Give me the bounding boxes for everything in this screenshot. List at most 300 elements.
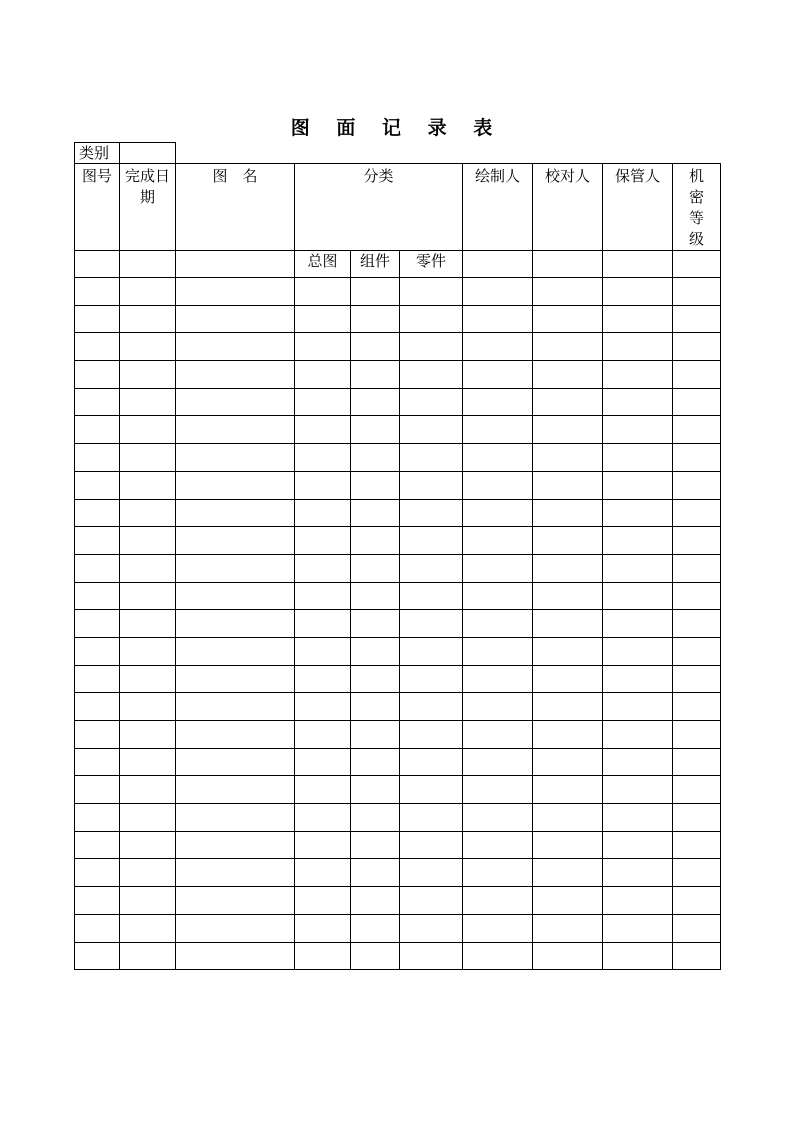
cell-completion-date[interactable] — [120, 776, 176, 804]
cell-security-level[interactable] — [673, 804, 721, 832]
cell-general-drawing[interactable] — [295, 471, 351, 499]
page-title: 图 面 记 录 表 — [290, 117, 503, 139]
cell-part[interactable] — [400, 637, 463, 665]
cell-assembly[interactable] — [351, 887, 400, 915]
header-checker: 校对人 — [533, 164, 603, 251]
cell-drawing-name[interactable] — [176, 610, 295, 638]
cell-drawing-no[interactable] — [75, 444, 120, 472]
cell-part[interactable] — [400, 721, 463, 749]
header-completion-date-text: 完成日期 — [124, 167, 170, 206]
cell-part[interactable] — [400, 388, 463, 416]
cell-completion-date[interactable] — [120, 942, 176, 970]
cell-security-level[interactable] — [673, 554, 721, 582]
cell-drafter[interactable] — [463, 804, 533, 832]
cell-checker[interactable] — [533, 388, 603, 416]
cell-general-drawing[interactable] — [295, 887, 351, 915]
cell-assembly[interactable] — [351, 859, 400, 887]
cell-completion-date[interactable] — [120, 610, 176, 638]
cell-custodian[interactable] — [603, 665, 673, 693]
cell-custodian[interactable] — [603, 333, 673, 361]
table-row — [75, 665, 721, 693]
subheader-part: 零件 — [400, 251, 463, 278]
cell-general-drawing[interactable] — [295, 527, 351, 555]
cell-checker[interactable] — [533, 471, 603, 499]
cell-checker[interactable] — [533, 831, 603, 859]
cell-assembly[interactable] — [351, 831, 400, 859]
cell-drawing-no[interactable] — [75, 333, 120, 361]
header-security-level — [673, 164, 721, 251]
header-drafter: 绘制人 — [463, 164, 533, 251]
cell-general-drawing[interactable] — [295, 610, 351, 638]
cell-custodian[interactable] — [603, 859, 673, 887]
cell-checker[interactable] — [533, 637, 603, 665]
cell-part[interactable] — [400, 499, 463, 527]
cell-assembly[interactable] — [351, 693, 400, 721]
table-row — [75, 637, 721, 665]
cell-drafter[interactable] — [463, 610, 533, 638]
cell-drawing-no[interactable] — [75, 554, 120, 582]
cell-drafter[interactable] — [463, 527, 533, 555]
cell-custodian[interactable] — [603, 831, 673, 859]
table-row — [75, 416, 721, 444]
cell-checker[interactable] — [533, 721, 603, 749]
cell-drafter[interactable] — [463, 444, 533, 472]
cell-drawing-name[interactable] — [176, 388, 295, 416]
cell-general-drawing[interactable] — [295, 554, 351, 582]
cell-part[interactable] — [400, 748, 463, 776]
cell-part[interactable] — [400, 278, 463, 306]
cell-drawing-name[interactable] — [176, 693, 295, 721]
cell-drawing-name[interactable] — [176, 471, 295, 499]
cell-checker[interactable] — [533, 305, 603, 333]
cell-checker[interactable] — [533, 416, 603, 444]
cell-security-level[interactable] — [673, 333, 721, 361]
cell-drawing-name[interactable] — [176, 554, 295, 582]
cell-drawing-no[interactable] — [75, 637, 120, 665]
table-row — [75, 388, 721, 416]
cell-assembly[interactable] — [351, 721, 400, 749]
table-row — [75, 278, 721, 306]
cell-drafter[interactable] — [463, 693, 533, 721]
cell-assembly[interactable] — [351, 804, 400, 832]
cell-general-drawing[interactable] — [295, 444, 351, 472]
table-row — [75, 721, 721, 749]
cell-assembly[interactable] — [351, 278, 400, 306]
table-row — [75, 804, 721, 832]
cell-security-level[interactable] — [673, 444, 721, 472]
cell-part[interactable] — [400, 333, 463, 361]
cell-security-level[interactable] — [673, 388, 721, 416]
cell-drafter[interactable] — [463, 361, 533, 389]
table-row — [75, 554, 721, 582]
cell-assembly[interactable] — [351, 665, 400, 693]
cell-assembly[interactable] — [351, 582, 400, 610]
cell-general-drawing[interactable] — [295, 804, 351, 832]
cell-general-drawing[interactable] — [295, 582, 351, 610]
cell-assembly[interactable] — [351, 554, 400, 582]
cell-drawing-no[interactable] — [75, 804, 120, 832]
header-drawing-name: 图 名 — [176, 164, 295, 251]
cell-checker[interactable] — [533, 499, 603, 527]
cell-assembly[interactable] — [351, 942, 400, 970]
cell-assembly[interactable] — [351, 748, 400, 776]
subheader-empty — [120, 251, 176, 278]
cell-checker[interactable] — [533, 693, 603, 721]
cell-drawing-no[interactable] — [75, 665, 120, 693]
table-row — [75, 499, 721, 527]
cell-completion-date[interactable] — [120, 499, 176, 527]
cell-drafter[interactable] — [463, 278, 533, 306]
cell-security-level[interactable] — [673, 582, 721, 610]
cell-completion-date[interactable] — [120, 361, 176, 389]
cell-part[interactable] — [400, 887, 463, 915]
cell-drawing-name[interactable] — [176, 804, 295, 832]
cell-custodian[interactable] — [603, 554, 673, 582]
cell-assembly[interactable] — [351, 527, 400, 555]
cell-checker[interactable] — [533, 776, 603, 804]
cell-drawing-name[interactable] — [176, 859, 295, 887]
subheader-row — [75, 251, 721, 278]
data-rows — [75, 278, 721, 970]
cell-drawing-name[interactable] — [176, 637, 295, 665]
cell-drawing-name[interactable] — [176, 831, 295, 859]
cell-checker[interactable] — [533, 444, 603, 472]
cell-part[interactable] — [400, 942, 463, 970]
cell-checker[interactable] — [533, 554, 603, 582]
subheader-empty — [75, 251, 120, 278]
cell-completion-date[interactable] — [120, 527, 176, 555]
cell-assembly[interactable] — [351, 471, 400, 499]
cell-general-drawing[interactable] — [295, 416, 351, 444]
table-row — [75, 582, 721, 610]
table-row — [75, 693, 721, 721]
cell-general-drawing[interactable] — [295, 637, 351, 665]
cell-general-drawing[interactable] — [295, 748, 351, 776]
cell-general-drawing[interactable] — [295, 914, 351, 942]
header-row — [75, 164, 721, 251]
cell-completion-date[interactable] — [120, 471, 176, 499]
cell-drawing-name[interactable] — [176, 444, 295, 472]
cell-checker[interactable] — [533, 610, 603, 638]
cell-general-drawing[interactable] — [295, 361, 351, 389]
cell-completion-date[interactable] — [120, 665, 176, 693]
cell-custodian[interactable] — [603, 776, 673, 804]
cell-custodian[interactable] — [603, 942, 673, 970]
cell-security-level[interactable] — [673, 914, 721, 942]
cell-drafter[interactable] — [463, 582, 533, 610]
cell-drawing-name[interactable] — [176, 527, 295, 555]
cell-general-drawing[interactable] — [295, 388, 351, 416]
cell-security-level[interactable] — [673, 499, 721, 527]
cell-general-drawing[interactable] — [295, 831, 351, 859]
cell-assembly[interactable] — [351, 637, 400, 665]
cell-security-level[interactable] — [673, 278, 721, 306]
table-row — [75, 914, 721, 942]
cell-checker[interactable] — [533, 942, 603, 970]
cell-security-level[interactable] — [673, 776, 721, 804]
cell-drawing-name[interactable] — [176, 305, 295, 333]
cell-general-drawing[interactable] — [295, 776, 351, 804]
cell-drafter[interactable] — [463, 887, 533, 915]
cell-assembly[interactable] — [351, 388, 400, 416]
cell-assembly[interactable] — [351, 333, 400, 361]
cell-general-drawing[interactable] — [295, 499, 351, 527]
cell-part[interactable] — [400, 554, 463, 582]
cell-checker[interactable] — [533, 361, 603, 389]
cell-completion-date[interactable] — [120, 582, 176, 610]
table-row — [75, 831, 721, 859]
subheader-general-drawing: 总图 — [295, 251, 351, 278]
cell-drawing-no[interactable] — [75, 748, 120, 776]
category-table — [74, 142, 176, 164]
cell-part[interactable] — [400, 776, 463, 804]
cell-drafter[interactable] — [463, 637, 533, 665]
cell-custodian[interactable] — [603, 914, 673, 942]
cell-custodian[interactable] — [603, 582, 673, 610]
header-drawing-no: 图号 — [75, 164, 120, 251]
cell-drafter[interactable] — [463, 859, 533, 887]
cell-general-drawing[interactable] — [295, 859, 351, 887]
cell-drawing-name[interactable] — [176, 333, 295, 361]
cell-completion-date[interactable] — [120, 388, 176, 416]
cell-part[interactable] — [400, 361, 463, 389]
cell-assembly[interactable] — [351, 776, 400, 804]
cell-security-level[interactable] — [673, 361, 721, 389]
cell-completion-date[interactable] — [120, 444, 176, 472]
cell-drawing-no[interactable] — [75, 942, 120, 970]
cell-security-level[interactable] — [673, 887, 721, 915]
cell-drafter[interactable] — [463, 831, 533, 859]
cell-part[interactable] — [400, 859, 463, 887]
cell-part[interactable] — [400, 610, 463, 638]
header-classification: 分类 — [295, 164, 463, 251]
cell-part[interactable] — [400, 665, 463, 693]
cell-security-level[interactable] — [673, 637, 721, 665]
cell-security-level[interactable] — [673, 305, 721, 333]
cell-custodian[interactable] — [603, 278, 673, 306]
table-row — [75, 776, 721, 804]
cell-part[interactable] — [400, 693, 463, 721]
cell-general-drawing[interactable] — [295, 721, 351, 749]
cell-checker[interactable] — [533, 859, 603, 887]
cell-drawing-name[interactable] — [176, 278, 295, 306]
cell-checker[interactable] — [533, 914, 603, 942]
cell-custodian[interactable] — [603, 388, 673, 416]
cell-security-level[interactable] — [673, 471, 721, 499]
cell-custodian[interactable] — [603, 887, 673, 915]
drawing-record-table — [74, 163, 721, 970]
cell-part[interactable] — [400, 444, 463, 472]
cell-custodian[interactable] — [603, 748, 673, 776]
cell-drawing-no[interactable] — [75, 776, 120, 804]
cell-custodian[interactable] — [603, 499, 673, 527]
header-custodian: 保管人 — [603, 164, 673, 251]
cell-assembly[interactable] — [351, 610, 400, 638]
cell-custodian[interactable] — [603, 444, 673, 472]
cell-drawing-no[interactable] — [75, 499, 120, 527]
cell-drawing-name[interactable] — [176, 416, 295, 444]
cell-drafter[interactable] — [463, 305, 533, 333]
cell-security-level[interactable] — [673, 859, 721, 887]
cell-drawing-no[interactable] — [75, 831, 120, 859]
cell-completion-date[interactable] — [120, 416, 176, 444]
cell-completion-date[interactable] — [120, 831, 176, 859]
cell-assembly[interactable] — [351, 416, 400, 444]
cell-drafter[interactable] — [463, 499, 533, 527]
cell-part[interactable] — [400, 582, 463, 610]
cell-drawing-no[interactable] — [75, 610, 120, 638]
cell-security-level[interactable] — [673, 721, 721, 749]
table-row — [75, 942, 721, 970]
cell-drawing-name[interactable] — [176, 887, 295, 915]
header-security-level-text: 机密等级 — [689, 167, 705, 248]
cell-drafter[interactable] — [463, 942, 533, 970]
cell-completion-date[interactable] — [120, 278, 176, 306]
cell-security-level[interactable] — [673, 693, 721, 721]
cell-completion-date[interactable] — [120, 748, 176, 776]
cell-checker[interactable] — [533, 804, 603, 832]
cell-drafter[interactable] — [463, 416, 533, 444]
cell-drawing-no[interactable] — [75, 527, 120, 555]
cell-drawing-no[interactable] — [75, 914, 120, 942]
cell-part[interactable] — [400, 305, 463, 333]
cell-drafter[interactable] — [463, 914, 533, 942]
cell-drawing-no[interactable] — [75, 388, 120, 416]
cell-drawing-name[interactable] — [176, 665, 295, 693]
cell-drawing-no[interactable] — [75, 693, 120, 721]
cell-custodian[interactable] — [603, 416, 673, 444]
table-row — [75, 527, 721, 555]
cell-drawing-name[interactable] — [176, 776, 295, 804]
cell-drawing-name[interactable] — [176, 748, 295, 776]
cell-drawing-name[interactable] — [176, 361, 295, 389]
cell-drafter[interactable] — [463, 554, 533, 582]
cell-checker[interactable] — [533, 582, 603, 610]
cell-completion-date[interactable] — [120, 637, 176, 665]
cell-part[interactable] — [400, 831, 463, 859]
cell-security-level[interactable] — [673, 748, 721, 776]
cell-completion-date[interactable] — [120, 554, 176, 582]
subheader-empty — [603, 251, 673, 278]
cell-part[interactable] — [400, 804, 463, 832]
cell-completion-date[interactable] — [120, 693, 176, 721]
cell-general-drawing[interactable] — [295, 693, 351, 721]
cell-drawing-name[interactable] — [176, 721, 295, 749]
cell-checker[interactable] — [533, 748, 603, 776]
header-completion-date — [120, 164, 176, 251]
cell-assembly[interactable] — [351, 361, 400, 389]
cell-drafter[interactable] — [463, 471, 533, 499]
cell-general-drawing[interactable] — [295, 942, 351, 970]
cell-general-drawing[interactable] — [295, 665, 351, 693]
cell-completion-date[interactable] — [120, 305, 176, 333]
category-value-cell[interactable] — [120, 143, 176, 164]
cell-general-drawing[interactable] — [295, 305, 351, 333]
table-row — [75, 610, 721, 638]
cell-drawing-name[interactable] — [176, 499, 295, 527]
cell-custodian[interactable] — [603, 610, 673, 638]
cell-checker[interactable] — [533, 665, 603, 693]
cell-custodian[interactable] — [603, 693, 673, 721]
cell-completion-date[interactable] — [120, 859, 176, 887]
cell-completion-date[interactable] — [120, 914, 176, 942]
cell-general-drawing[interactable] — [295, 278, 351, 306]
cell-drafter[interactable] — [463, 748, 533, 776]
cell-checker[interactable] — [533, 333, 603, 361]
cell-drawing-no[interactable] — [75, 416, 120, 444]
cell-security-level[interactable] — [673, 527, 721, 555]
cell-drawing-no[interactable] — [75, 859, 120, 887]
cell-part[interactable] — [400, 471, 463, 499]
table-row — [75, 748, 721, 776]
cell-security-level[interactable] — [673, 942, 721, 970]
cell-assembly[interactable] — [351, 444, 400, 472]
cell-drafter[interactable] — [463, 333, 533, 361]
subheader-empty — [176, 251, 295, 278]
cell-assembly[interactable] — [351, 305, 400, 333]
cell-part[interactable] — [400, 527, 463, 555]
cell-drafter[interactable] — [463, 776, 533, 804]
cell-drawing-name[interactable] — [176, 582, 295, 610]
cell-drafter[interactable] — [463, 388, 533, 416]
cell-security-level[interactable] — [673, 610, 721, 638]
cell-drawing-name[interactable] — [176, 942, 295, 970]
cell-custodian[interactable] — [603, 471, 673, 499]
cell-general-drawing[interactable] — [295, 333, 351, 361]
cell-security-level[interactable] — [673, 665, 721, 693]
cell-drawing-no[interactable] — [75, 582, 120, 610]
subheader-empty — [533, 251, 603, 278]
subheader-empty — [463, 251, 533, 278]
cell-completion-date[interactable] — [120, 887, 176, 915]
subheader-empty — [673, 251, 721, 278]
cell-custodian[interactable] — [603, 637, 673, 665]
cell-assembly[interactable] — [351, 499, 400, 527]
table-row — [75, 887, 721, 915]
table-row — [75, 333, 721, 361]
cell-custodian[interactable] — [603, 361, 673, 389]
cell-completion-date[interactable] — [120, 333, 176, 361]
cell-security-level[interactable] — [673, 416, 721, 444]
cell-assembly[interactable] — [351, 914, 400, 942]
cell-checker[interactable] — [533, 887, 603, 915]
cell-part[interactable] — [400, 914, 463, 942]
cell-drawing-no[interactable] — [75, 721, 120, 749]
cell-completion-date[interactable] — [120, 804, 176, 832]
cell-part[interactable] — [400, 416, 463, 444]
cell-drawing-no[interactable] — [75, 887, 120, 915]
cell-custodian[interactable] — [603, 804, 673, 832]
table-row — [75, 859, 721, 887]
subheader-assembly: 组件 — [351, 251, 400, 278]
table-row — [75, 361, 721, 389]
cell-drawing-name[interactable] — [176, 914, 295, 942]
cell-drawing-no[interactable] — [75, 305, 120, 333]
cell-custodian[interactable] — [603, 305, 673, 333]
cell-drafter[interactable] — [463, 721, 533, 749]
cell-security-level[interactable] — [673, 831, 721, 859]
cell-drawing-no[interactable] — [75, 471, 120, 499]
cell-completion-date[interactable] — [120, 721, 176, 749]
cell-checker[interactable] — [533, 527, 603, 555]
cell-drawing-no[interactable] — [75, 361, 120, 389]
cell-drafter[interactable] — [463, 665, 533, 693]
cell-drawing-no[interactable] — [75, 278, 120, 306]
cell-checker[interactable] — [533, 278, 603, 306]
table-row — [75, 305, 721, 333]
cell-custodian[interactable] — [603, 527, 673, 555]
cell-custodian[interactable] — [603, 721, 673, 749]
